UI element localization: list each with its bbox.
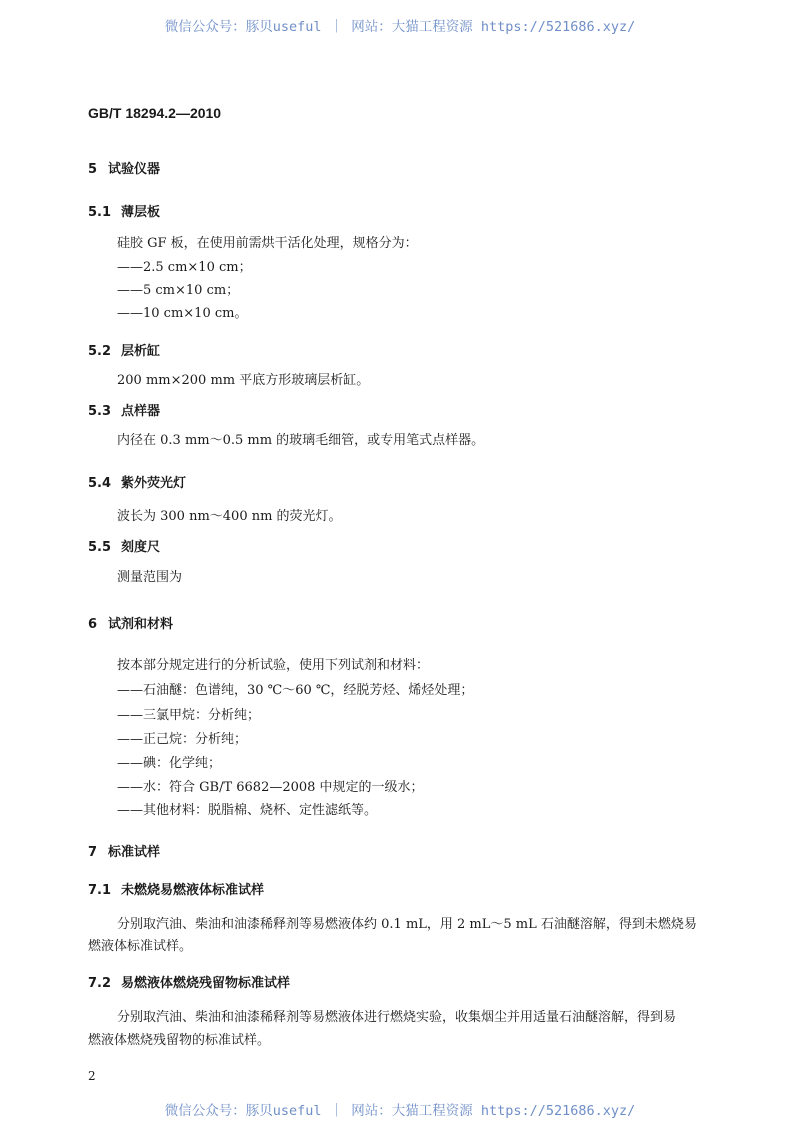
paragraph: 测量范围为	[117, 570, 183, 585]
section-7-1-number: 7.1	[88, 883, 112, 898]
section-5-1-title: 薄层板	[121, 205, 161, 220]
list-item: ——5 cm×10 cm；	[117, 283, 240, 298]
watermark-bottom: 微信公众号：豚贝useful ｜ 网站：大猫工程资源 https://521686.xyz/	[164, 1103, 636, 1119]
paragraph: 200 mm×200 mm 平底方形玻璃层析缸。	[117, 373, 370, 388]
section-7-2-number: 7.2	[88, 976, 112, 991]
section-5-1-number: 5.1	[88, 205, 112, 220]
paragraph: 按本部分规定进行的分析试验，使用下列试剂和材料：	[117, 658, 430, 673]
section-6-title: 试剂和材料	[108, 617, 174, 632]
list-item: ——碘：化学纯；	[117, 756, 222, 771]
section-5-2-title: 层析缸	[121, 344, 161, 359]
list-item: ——石油醚：色谱纯，30 ℃～60 ℃，经脱芳烃、烯烃处理；	[117, 683, 474, 698]
list-item: ——其他材料：脱脂棉、烧杯、定性滤纸等。	[117, 803, 378, 818]
standard-number: GB/T 18294.2—2010	[88, 105, 222, 121]
paragraph: 分别取汽油、柴油和油漆稀释剂等易燃液体约 0.1 mL，用 2 mL～5 mL 石油醚溶解，得到未燃烧易	[117, 917, 697, 932]
list-item: ——水：符合 GB/T 6682—2008 中规定的一级水；	[117, 780, 424, 795]
section-7-title: 标准试样	[108, 845, 161, 860]
watermark-top: 微信公众号：豚贝useful ｜ 网站：大猫工程资源 https://521686.xyz/	[164, 19, 636, 35]
section-5-4-number: 5.4	[88, 476, 112, 491]
section-5-3-number: 5.3	[88, 404, 112, 419]
paragraph: 硅胶 GF 板，在使用前需烘干活化处理，规格分为：	[117, 236, 418, 251]
section-7-number: 7	[88, 845, 98, 860]
list-item: ——正己烷：分析纯；	[117, 732, 248, 747]
section-5-3-title: 点样器	[121, 404, 161, 419]
list-item: ——三氯甲烷：分析纯；	[117, 708, 261, 723]
section-6-number: 6	[88, 617, 98, 632]
section-7-1-title: 未燃烧易燃液体标准试样	[121, 883, 265, 898]
section-5-title: 试验仪器	[108, 162, 161, 177]
section-5-4-title: 紫外荧光灯	[121, 476, 187, 491]
paragraph: 波长为 300 nm～400 nm 的荧光灯。	[117, 509, 342, 524]
section-5-5-number: 5.5	[88, 540, 112, 555]
list-item: ——2.5 cm×10 cm；	[117, 260, 252, 275]
section-5-5-title: 刻度尺	[121, 540, 161, 555]
section-5-number: 5	[88, 162, 98, 177]
list-item: ——10 cm×10 cm。	[117, 306, 248, 321]
section-5-2-number: 5.2	[88, 344, 112, 359]
paragraph: 燃液体燃烧残留物的标准试样。	[88, 1033, 271, 1048]
paragraph: 内径在 0.3 mm～0.5 mm 的玻璃毛细管，或专用笔式点样器。	[117, 433, 485, 448]
paragraph: 分别取汽油、柴油和油漆稀释剂等易燃液体进行燃烧实验，收集烟尘并用适量石油醚溶解，得到易	[117, 1010, 677, 1025]
paragraph: 燃液体标准试样。	[88, 939, 193, 954]
page-number: 2	[88, 1069, 96, 1083]
section-7-2-title: 易燃液体燃烧残留物标准试样	[121, 976, 291, 991]
